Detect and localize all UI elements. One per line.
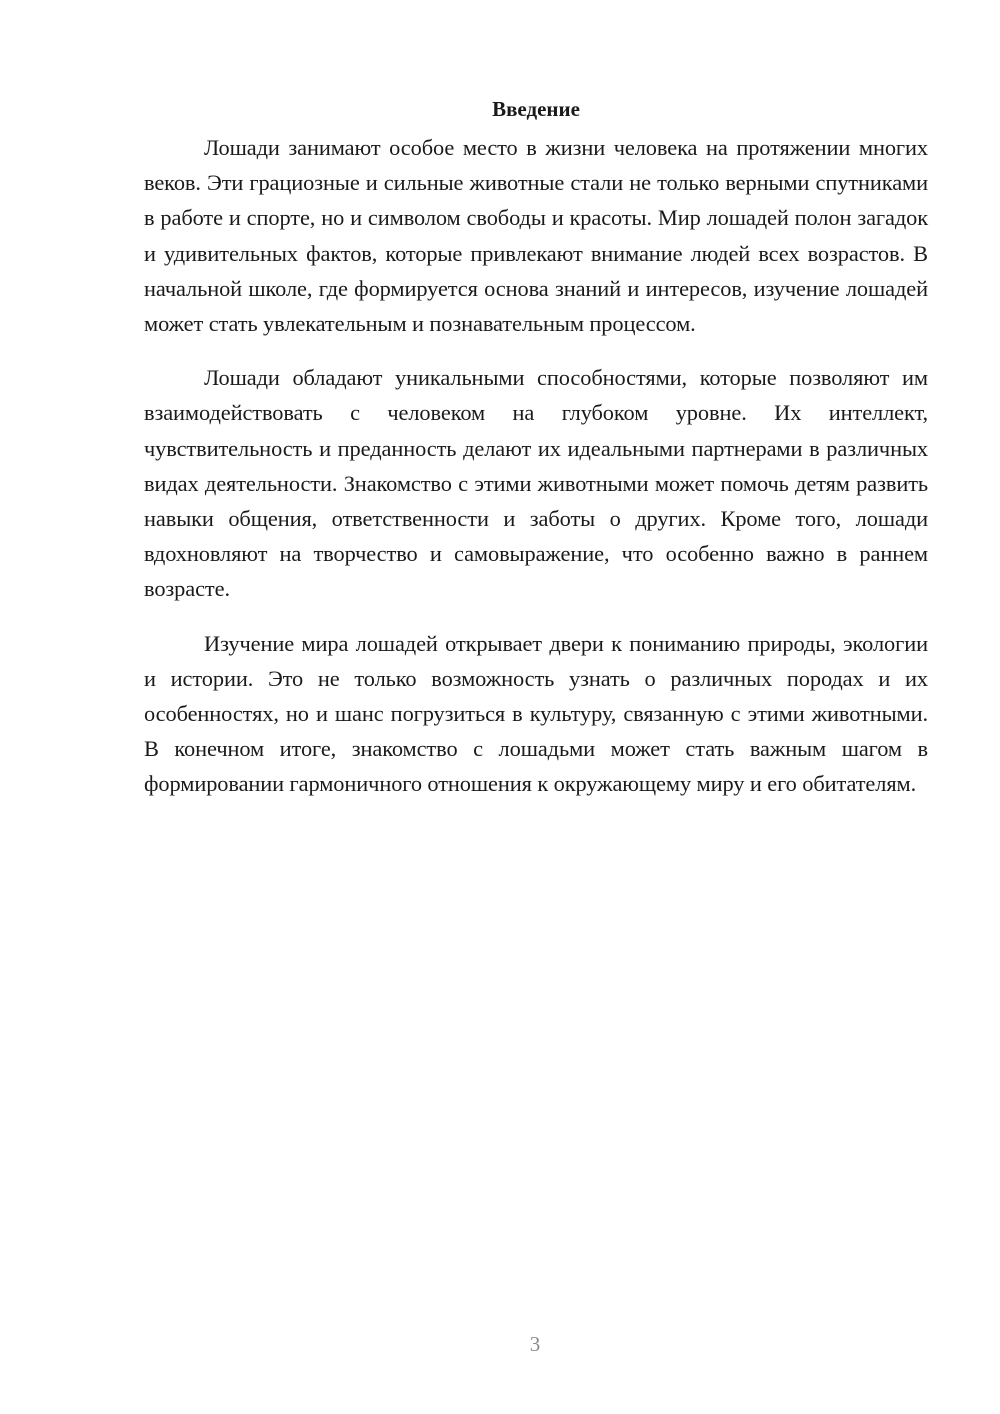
document-page xyxy=(144,92,928,802)
section-heading: Введение xyxy=(492,97,580,121)
paragraph-1: Лошади занимают особое место в жизни человека на протяжении многих веков. Эти грациозные и сильные животные стали не только верными спутниками в работе и спорте, но и символом свободы и красоты. Мир лошадей полон загадок и удивительных фактов, которые привлекают внимание людей всех возрастов. В начальной школе, где формируется основа знаний и интересов, изучение лошадей может стать увлекательным и познавательным процессом. xyxy=(144,135,928,337)
page-number: 3 xyxy=(529,1332,541,1356)
paragraph-2: Лошади обладают уникальными способностями, которые позволяют им взаимодействовать с человеком на глубоком уровне. Их интеллект, чувствительность и преданность делают их идеальными партнерами в различных видах деятельности. Знакомство с этими животными может помочь детям развить навыки общения, ответственности и заботы о других. Кроме того, лошади вдохновляют на творчество и самовыражение, что особенно важно в раннем возрасте. xyxy=(144,365,928,602)
paragraph-3: Изучение мира лошадей открывает двери к пониманию природы, экологии и истории. Это не только возможность узнать о различных породах и их особенностях, но и шанс погрузиться в культуру, связанную с этими животными. В конечном итоге, знакомство с лошадьми может стать важным шагом в формировании гармоничного отношения к окружающему миру и его обитателям. xyxy=(144,630,928,797)
